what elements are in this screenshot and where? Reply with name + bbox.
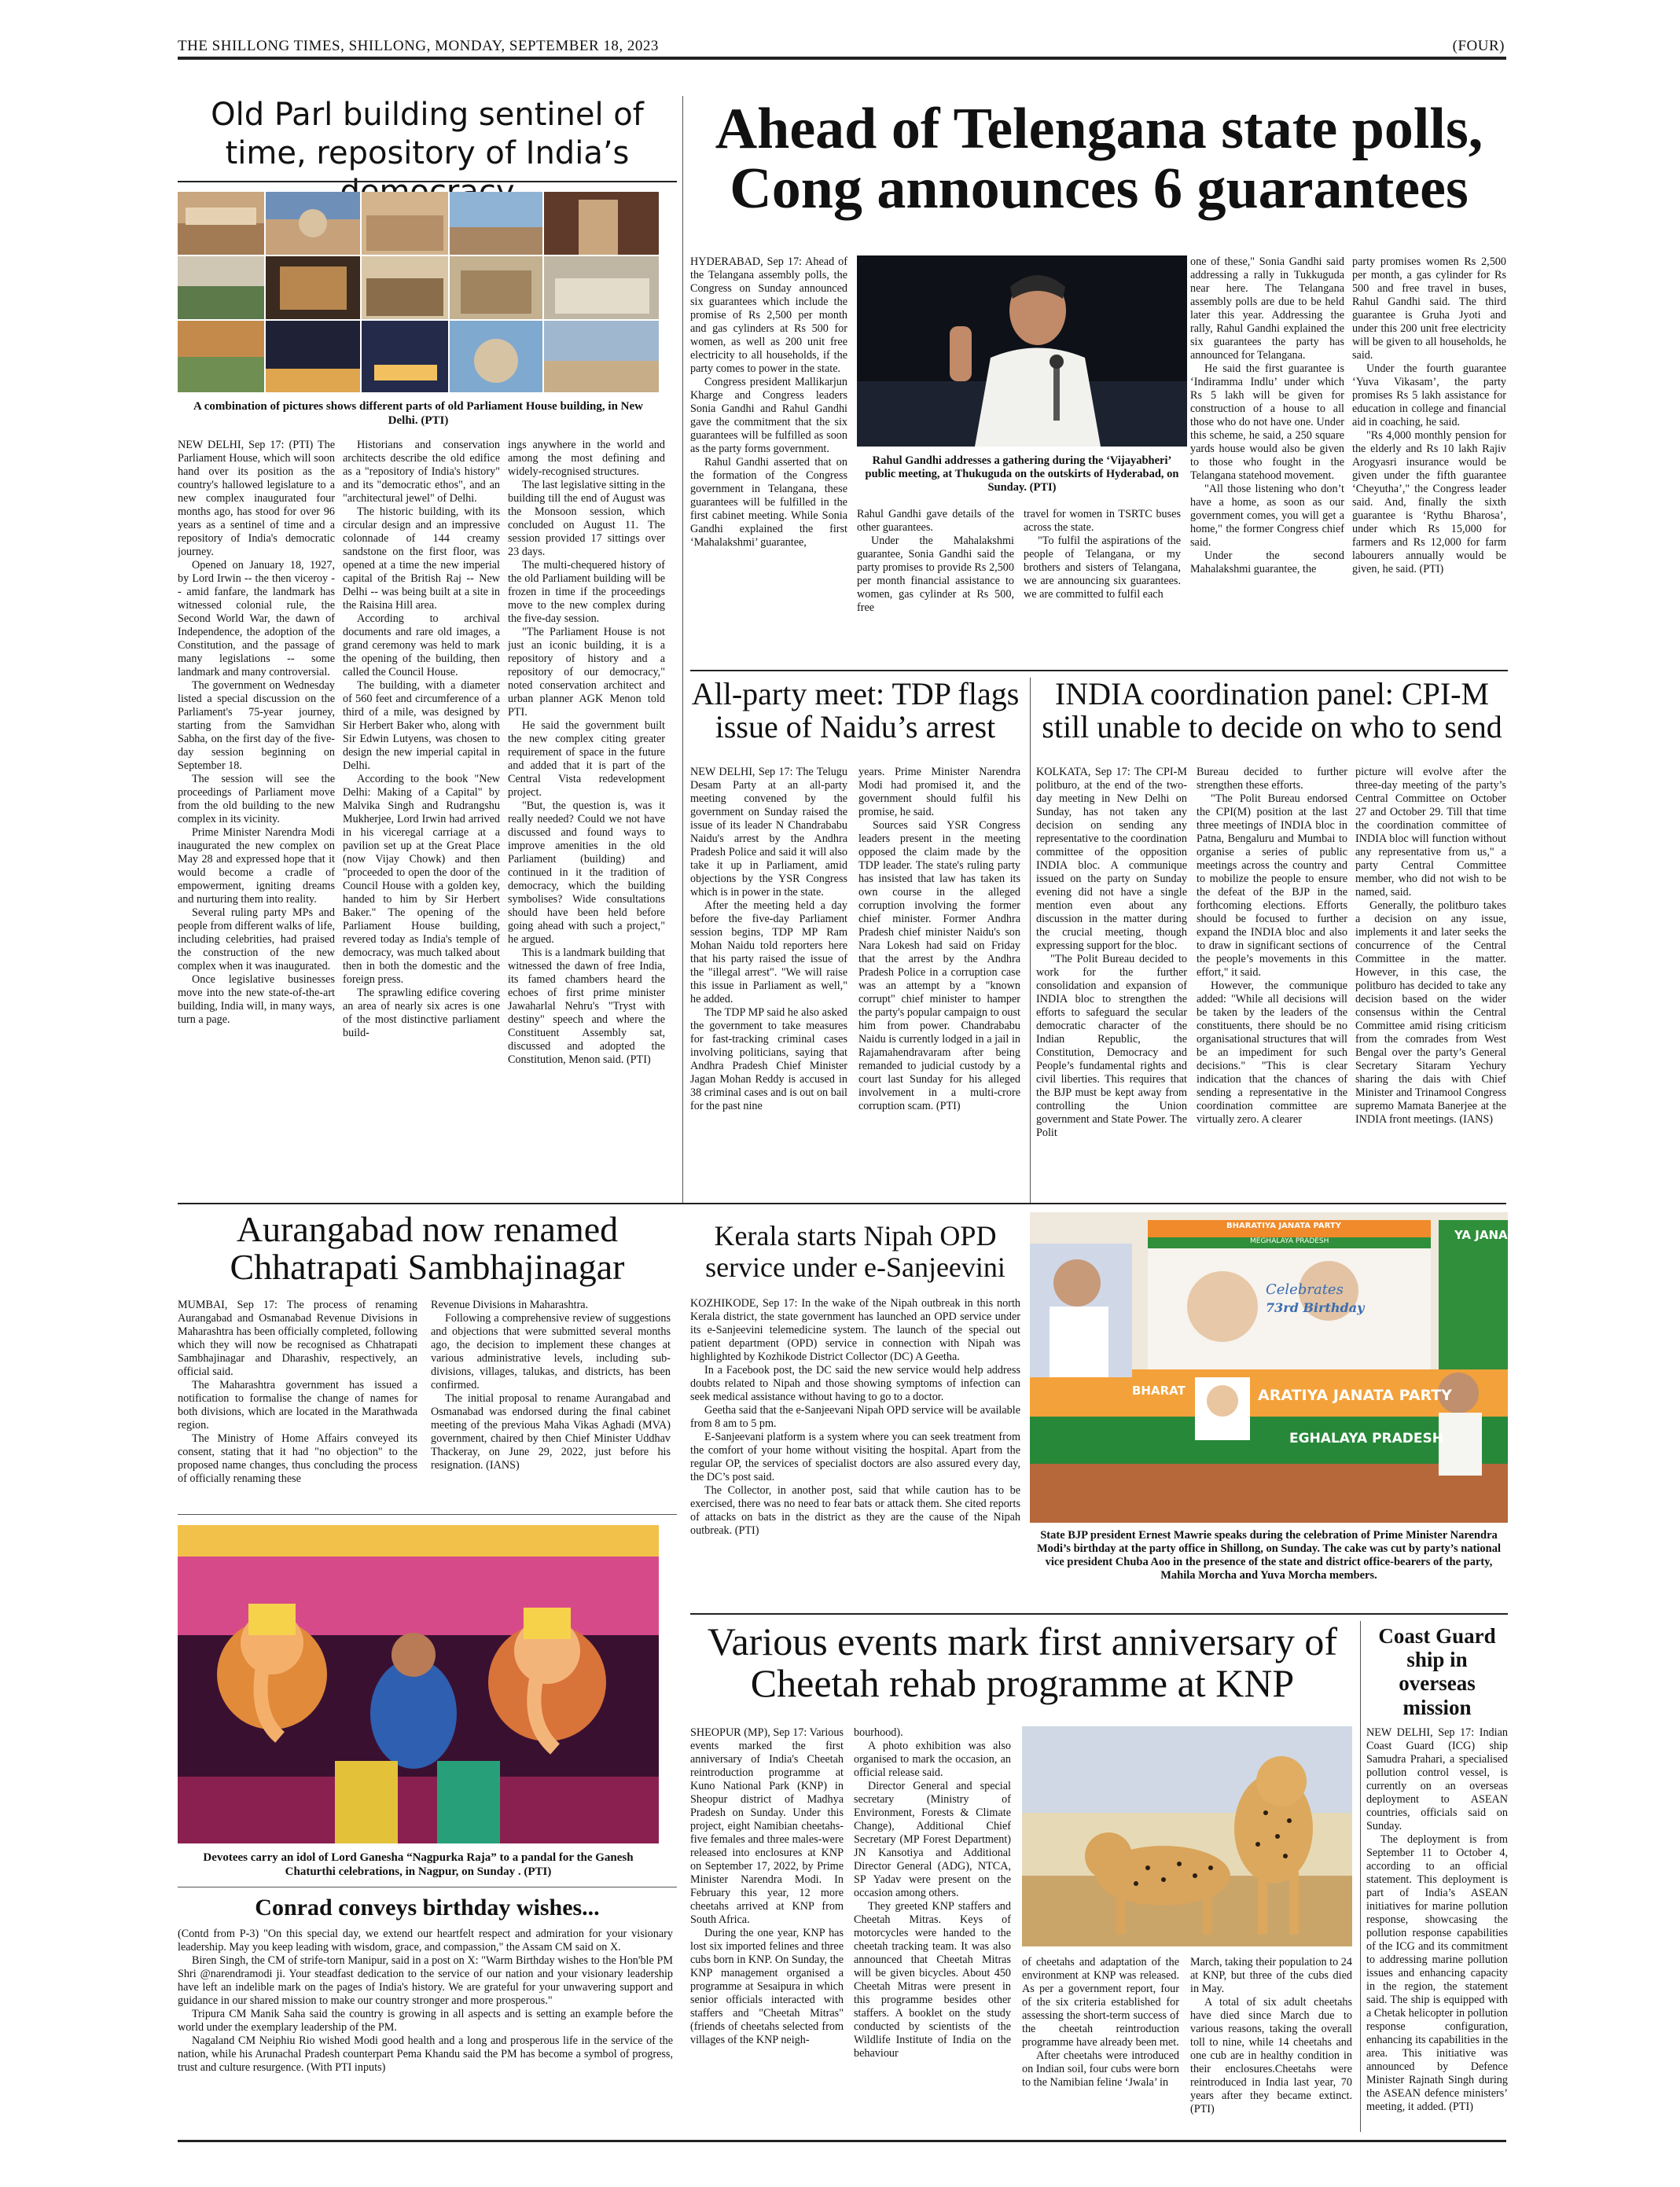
paragraph: This is a landmark building that witnessed the dawn of free India, its famed chambers heard the echoes of first prime minister Jawaharlal Nehru's "Tryst with destiny" speech and where the Constituent Assembly sat, discussed and adopted the Constitution, Menon said. (PTI) (508, 946, 665, 1066)
paragraph: The sprawling edifice covering an area of nearly six acres is one of the most distinctive parliament build- (343, 987, 500, 1039)
paragraph: During the one year, KNP has lost six imported felines and three cubs born in KNP. On Sunday, the KNP management organised a programme at Sesaipura in which senior officials interacted with staffers and "Cheetah Mitras" (friends of cheetahs selected from villages of the KNP neigh- (690, 1927, 844, 2046)
paragraph: The historic building, with its circular design and an impressive colonnade of 144 creamy sandstone on the first floor, was opened at a time the new imperial capital of the British Raj -- New Delhi -- was being built at a site in the Raisina Hill area. (343, 505, 500, 612)
paragraph: one of these," Sonia Gandhi said addressing a rally in Tukkuguda near here. The Telangana assembly polls are due to be held later this year. Addressing the rally, Rahul Gandhi explained the six guarantees the party has announced for Telangana. (1190, 255, 1344, 362)
kerala-body (690, 1297, 1020, 1621)
paragraph: They greeted KNP staffers and Cheetah Mitras. Keys of motorcycles were handed to the cheetah tracking team. It was also announced that Cheetah Mitras will be given bicycles. About 450 Cheetah Mitras were present in this programme besides other staffers. A booklet on the study conducted by scientists of the Wildlife Institute of India on the behaviour (854, 1900, 1011, 2060)
paragraph: ings anywhere in the world and among the most defining and widely-recognised structures. (508, 439, 665, 478)
divider (690, 1613, 1508, 1615)
paragraph: The Ministry of Home Affairs conveyed its consent, stating that it had "no objection" to the proposed name changes, thus concluding the process of officially renaming these (178, 1432, 417, 1485)
paragraph: Under the fourth guarantee ‘Yuva Vikasam’, the party promises Rs 5 lakh assistance for education in college and financial aid in coaching, he said. (1352, 362, 1506, 428)
paragraph: Bureau decided to further strengthen these efforts. (1197, 766, 1347, 792)
paragraph: The initial proposal to rename Aurangabad and Osmanabad was endorsed during the final cabinet meeting of the previous Maha Vikas Aghadi (MVA) government, chaired by then Chief Minister Uddhav Thackeray, on June 29, 2022, just before his resignation. (IANS) (431, 1392, 671, 1472)
paragraph: bourhood). (854, 1726, 903, 1739)
paragraph: The Collector, in another post, said that while caution has to be exercised, there was no need to fear bats or attack them. She cited reports of attacks on bats in the district as they are the cause of the Nipah outbreak. (PTI) (690, 1484, 1020, 1537)
bjp-banner-bottom: EGHALAYA PRADESH (1289, 1431, 1443, 1446)
paragraph: NEW DELHI, Sep 17: Indian Coast Guard (ICG) ship Samudra Prahari, a specialised pollution control vessel, is currently on an overseas deployment to ASEAN countries, officials said on Sunday. (1366, 1726, 1508, 1832)
paragraph: Generally, the politburo takes a decision on any issue, implements it and later seeks the concurrence of the Central Committee in the matter. However, in this case, the politburo has decided to take any decision based on the wider consensus within the Central Committee amid rising criticism from the comrades from West Bengal over the party’s General Secretary Sitaram Yechury sharing the dais with Chief Minister and Trinamool Congress supremo Mamata Banerjee at the INDIA front meetings. (IANS) (1355, 899, 1506, 1126)
paragraph: The deployment is from September 11 to October 4, according to an official statement. This deployment is part of India’s ASEAN initiatives for marine pollution response, showcasing the pollution response capabilities of the ICG and its commitment to addressing marine pollution issues and enhancing capacity in the region, the statement said. The ship is equipped with a Chetak helicopter in pollution response configuration, enhancing its capabilities in the area. This initiative was announced by Defence Minister Rajnath Singh during the ASEAN defence ministers’ meeting, it added. (PTI) (1366, 1833, 1508, 2113)
paragraph: Geetha said that the e-Sanjeevani Nipah OPD service will be available from 8 am to 5 pm. (690, 1404, 1020, 1430)
paragraph: According to archival documents and rare old images, a grand ceremony was held to mark the opening of the building, then called the Council House. (343, 612, 500, 678)
paragraph: The TDP MP said he also asked the government to take measures for fast-tracking criminal cases involving politicians, saying that Andhra Pradesh Chief Minister Jagan Mohan Reddy is accused in 38 criminal cases and is out on bail for the past nine (690, 1006, 847, 1112)
parl-col-1 (178, 439, 335, 1146)
aurangabad-col-2 (431, 1299, 671, 1511)
paragraph: Following a comprehensive review of suggestions and objections that were submitted several months ago, the decision to implement these changes at various administrative levels, including sub-divisions, villages, talukas, and districts, has been confirmed. (431, 1312, 671, 1391)
ganesha-caption: Devotees carry an idol of Lord Ganesha “Nagpurka Raja” to a pandal for the Ganesh Chaturthi celebrations, in Nagpur, on Sunday . (PTI) (203, 1851, 634, 1878)
paragraph: Director General and special secretary (Ministry of Environment, Forests & Climate Change), Additional Chief Secretary (MP Forest Department) JN Kansotiya and Additional Director General (ADG), NTCA, SP Yadav were present on the occasion among others. (854, 1780, 1011, 1899)
paragraph: "But, the question is, was it really needed? Could we not have discussed and found ways to improve amenities in the old Parliament (building) and continued in it the tradition of democracy, which the building symbolises? Wide consultations should have been held before going ahead with such a project," he argued. (508, 799, 665, 946)
coastguard-headline: Coast Guard ship in overseas mission (1378, 1624, 1496, 1719)
parl-col-2 (343, 439, 500, 1146)
paragraph: E-Sanjeevani platform is a system where you can seek treatment from the comfort of your home without visiting the hospital. Apart from the regular OP, the services of specialist doctors are also assured every day, the DC’s post said. (690, 1431, 1020, 1483)
masthead (178, 38, 1505, 55)
paragraph: A total of six adult cheetahs have died since March due to various reasons, taking the overall toll to nine, while 14 cheetahs and one cub are in healthy condition in their enclosures.Cheetahs were reintroduced in India last year, 70 years after they became extinct. (PTI) (1190, 1996, 1352, 2115)
aurangabad-headline: Aurangabad now renamed Chhatrapati Sambhajinagar (230, 1209, 625, 1288)
masthead-rule (178, 57, 1506, 60)
column-rule (1360, 1621, 1361, 2132)
telangana-col-5 (1352, 255, 1506, 664)
bjp-banner-left: BHARAT (1132, 1384, 1186, 1398)
paragraph: The session will see the proceedings of Parliament move from the old building to the new complex in its vicinity. (178, 773, 335, 825)
paragraph: After the meeting held a day before the five-day Parliament session begins, TDP MP Ram Mohan Naidu told reporters here that his party raised the issue of the "illegal arrest". "We will raise this issue in Parliament as well," he added. (690, 899, 847, 1005)
tdp-col-1 (690, 766, 847, 1195)
paragraph: Tripura CM Manik Saha said the country is growing in all aspects and is setting an example before the world under the exemplary leadership of the PM. (178, 2008, 673, 2034)
bjp-banner-sub: MEGHALAYA PRADESH (1250, 1237, 1329, 1245)
paragraph: Rahul Gandhi asserted that on the formation of the Congress government in Telangana, these guarantees will be fulfilled in the first cabinet meeting. While Sonia Gandhi explained the first ‘Mahalakshmi’ guarantee, (690, 456, 847, 549)
parl-col-3 (508, 439, 665, 1146)
bjp-banner-party: ARATIYA JANATA PARTY (1258, 1387, 1452, 1404)
paragraph: SHEOPUR (MP), Sep 17: Various events marked the first anniversary of India's Cheetah reintroduction programme at Kuno National Park (KNP) in Sheopur district of Madhya Pradesh on Sunday. Under this project, eight Namibian cheetahs-five females and three males-were released into enclosures at KNP on September 17, 2022, by Prime Minister Narendra Modi. In February this year, 12 more cheetahs arrived at KNP from South Africa. (690, 1726, 844, 1926)
bjp-banner-birthday: 73rd Birthday (1266, 1300, 1365, 1315)
paragraph: He said the first guarantee is ‘Indiramma Indlu’ under which Rs 5 lakh will be given for construction of a house to all those who do not have one. Under this scheme, he said, a 250 square yards house would also be given to those who fought in the Telangana statehood movement. (1190, 362, 1344, 482)
rahul-gandhi-photo (857, 255, 1187, 447)
paragraph: MUMBAI, Sep 17: The process of renaming Aurangabad and Osmanabad Revenue Divisions in Maharashtra has been officially completed, following which they will now be recognised as Chhatrapati Sambhajinagar and Dharashiv, respectively, an official said. (178, 1299, 417, 1378)
bjp-birthday-photo (1030, 1212, 1508, 1523)
paragraph: years. Prime Minister Narendra Modi had promised it, and the government should fulfil his promise, he said. (858, 766, 1020, 818)
paragraph: "To fulfil the aspirations of the people of Telangana, or my brothers and sisters of Telangana, we are announcing six guarantees. we are committed to fulfil each (1024, 535, 1181, 601)
paragraph: of cheetahs and adaptation of the environment at KNP was released. As per a government report, four of the six criteria established for assessing the short-term success of the cheetah reintroduction programme have already been met. (1022, 1956, 1179, 2049)
tdp-headline: All-party meet: TDP flags issue of Naidu’s arrest (691, 676, 1020, 744)
paragraph: party promises women Rs 2,500 per month, a gas cylinder for Rs 500 and free travel in buses, Rahul Gandhi said. The third guarantee is Gruha Jyoti and under this 200 unit free electricity will be given to all households, he said. (1352, 255, 1506, 362)
paragraph: Under the Mahalakshmi guarantee, Sonia Gandhi said the party promises to provide Rs 2,500 per month financial assistance to women, gas cylinder at Rs 500, free (857, 535, 1014, 614)
india-headline: INDIA coordination panel: CPI-M still unable to decide on who to send (1042, 676, 1502, 744)
paragraph: Opened on January 18, 1927, by Lord Irwin -- the then viceroy -- amid fanfare, the landmark has witnessed colonial rule, the Second World War, the dawn of Independence, the adoption of the Constitution, and the passage of many legislations -- some landmark and many controversial. (178, 559, 335, 678)
bjp-banner-top: BHARATIYA JANATA PARTY (1226, 1222, 1341, 1230)
telangana-col-3 (1024, 508, 1181, 665)
cheetah-headline: Various events mark first anniversary of Cheetah rehab programme at KNP (707, 1619, 1338, 1705)
conrad-headline: Conrad conveys birthday wishes... (255, 1895, 600, 1921)
rahul-caption: Rahul Gandhi addresses a gathering during the ‘Vijayabheri’ public meeting, at Thukuguda on the outskirts of Hyderabad, on Sunday. (PTI) (865, 454, 1179, 494)
kerala-headline: Kerala starts Nipah OPD service under e-Sanjeevini (705, 1220, 1005, 1284)
paragraph: Biren Singh, the CM of strife-torn Manipur, said in a post on X: "Warm Birthday wishes to the Hon'ble PM Shri @narendramodi ji. Your steadfast dedication to the service of our nation and your visionary leadership have left an indelible mark on the pages of India's history. We are grateful for your unwavering support and guidance in our shared mission to make our country stronger and more prosperous." (178, 1954, 673, 2007)
paragraph: In a Facebook post, the DC said the new service would help address doubts related to Nipah and those showing symptoms of infection can seek medical assistance without having to go to a doctor. (690, 1364, 1020, 1403)
paragraph: Rahul Gandhi gave details of the other guarantees. (857, 508, 1014, 534)
paragraph: However, the communique added: "While all decisions will be taken by the leaders of the constituents, there should be no organisational structures that will be an impediment for such decisions." "This is clear indication that the chances of sending a representative in the coordination committee are virtually zero. A clearer (1197, 980, 1347, 1126)
paragraph: The Maharashtra government has issued a notification to formalise the change of names for both divisions, which are located in the Marathwada region. (178, 1379, 417, 1432)
telangana-col-4 (1190, 255, 1344, 664)
paragraph: Under the second Mahalakshmi guarantee, the (1190, 550, 1344, 575)
paragraph: Once legislative businesses move into the new state-of-the-art building, India will, in many ways, turn a page. (178, 973, 335, 1026)
footer-rule (178, 2140, 1506, 2142)
paragraph: Historians and conservation architects describe the old edifice as a "repository of India's history" and its "democratic ethos", and an "architectural jewel" of Delhi. (343, 439, 500, 505)
divider (690, 670, 1508, 671)
cheetah-col-2 (854, 1726, 1011, 2135)
column-rule (682, 96, 683, 1203)
tdp-col-2 (858, 766, 1020, 1195)
india-col-3 (1355, 766, 1506, 1195)
paragraph: "The Polit Bureau decided to work for the further consolidation and expansion of INDIA bloc to strengthen the efforts to safeguard the secular democratic character of the Indian Republic, the Constitution, Democracy and People’s fundamental rights and civil liberties. This requires that the BJP must be kept away from controlling the Union government and State Power. The Polit (1036, 953, 1187, 1139)
bjp-caption: State BJP president Ernest Mawrie speaks during the celebration of Prime Minister Narendra Modi’s birthday at the party office in Shillong, on Sunday. The cake was cut by party’s national vice president Chuba Aoo in the presence of the state and district office-bearers of the party, Mahila Morcha and Yuva Morcha members. (1036, 1529, 1501, 1582)
cheetah-col-4 (1190, 1956, 1352, 2135)
conrad-body (178, 1928, 673, 2132)
paragraph: KOZHIKODE, Sep 17: In the wake of the Nipah outbreak in this north Kerala district, the state government has launched an OPD service under its e-Sanjeevini telemedicine system. The launch of the special out patient department (OPD) service in connection with Nipah was highlighted by Kozhikode District Collector (DC) A Geetha. (690, 1297, 1020, 1363)
paragraph: Congress president Mallikarjun Kharge and Congress leaders Sonia Gandhi and Rahul Gandhi gave the commitment that the six guarantees will be fulfilled as soon as the party forms government. (690, 376, 847, 455)
paragraph: travel for women in TSRTC buses across the state. (1024, 508, 1181, 534)
divider (178, 1514, 677, 1515)
divider (178, 181, 677, 182)
paragraph: March, taking their population to 24 at KNP, but three of the cubs died in May. (1190, 1956, 1352, 1995)
bjp-banner-celebrates: Celebrates (1266, 1281, 1344, 1298)
paragraph: The multi-chequered history of the old Parliament building will be frozen in time if the proceedings move to the new complex during the five-day session. (508, 559, 665, 625)
india-col-1 (1036, 766, 1187, 1195)
parl-photo-collage (178, 192, 659, 392)
paragraph: Several ruling party MPs and people from different walks of life, including celebrities, had praised the construction of the new complex when it was inaugurated. (178, 906, 335, 972)
paragraph: Revenue Divisions in Maharashtra. (431, 1299, 589, 1311)
paragraph: Prime Minister Narendra Modi inaugurated the new complex on May 28 and expressed hope that it would become a cradle of empowerment, igniting dreams and nurturing them into reality. (178, 826, 335, 906)
ganesha-photo (178, 1525, 659, 1843)
cheetah-col-1 (690, 1726, 844, 2135)
telangana-col-1 (690, 255, 847, 664)
bjp-banner-right: YA JANA (1454, 1228, 1508, 1242)
paragraph: The building, with a diameter of 560 feet and circumference of a third of a mile, was designed by Sir Herbert Baker who, along with Sir Edwin Lutyens, was chosen to design the new imperial capital in Delhi. (343, 679, 500, 772)
paragraph: KOLKATA, Sep 17: The CPI-M politburo, at the end of the two-day meeting in New Delhi on Sunday, has not taken any decision on sending any representative to the coordination committee of the opposition INDIA bloc. A communique issued on the party on Sunday evening did not have a single mention even about any discussion in the matter during the crucial meeting, though expressing support for the bloc. (1036, 766, 1187, 952)
paragraph: A photo exhibition was also organised to mark the occasion, an official release said. (854, 1740, 1011, 1779)
cheetah-photo (1022, 1726, 1352, 1946)
paragraph: According to the book "New Delhi: Making of a Capital" by Malvika Singh and Rudrangshu Mukherjee, Lord Irwin had arrived in his viceregal carriage at a pavilion set up at the Great Place (now Vijay Chowk) and then "proceeded to open the door of the Council House with a golden key, handed to him by Sir Herbert Baker." The opening of the Parliament House building, revered today as India's temple of democracy, was much talked about then in both the domestic and the foreign press. (343, 773, 500, 986)
paragraph: picture will evolve after the three-day meeting of the party’s Central Committee on October 27 and October 29. Till that time the coordination committee of INDIA bloc will function without any representative from us," a party Central Committee member, who did not wish to be named, said. (1355, 766, 1506, 899)
aurangabad-col-1 (178, 1299, 417, 1511)
masthead-left: THE SHILLONG TIMES, SHILLONG, MONDAY, SEPTEMBER 18, 2023 (178, 38, 659, 54)
india-col-2 (1197, 766, 1347, 1195)
divider (178, 1203, 1506, 1204)
paragraph: The government on Wednesday listed a special discussion on the Parliament's 75-year journey, starting from the Samvidhan Sabha, on the first day of the five-day session beginning on September 18. (178, 679, 335, 772)
parl-headline: Old Parl building sentinel of time, repository of India’s (211, 97, 644, 171)
column-rule (1030, 678, 1031, 1203)
paragraph: (Contd from P-3) "On this special day, we extend our heartfelt respect and admiration for your visionary leadership. May you keep leading with wisdom, grace, and compassion," the Assam CM said on X. (178, 1928, 673, 1954)
paragraph: After cheetahs were introduced on Indian soil, four cubs were born to the Namibian feline ‘Jwala’ in (1022, 2049, 1179, 2089)
paragraph: HYDERABAD, Sep 17: Ahead of the Telangana assembly polls, the Congress on Sunday announced six guarantees which include the promise of Rs 2,500 per month and gas cylinders at Rs 500 for women, as well as 200 unit free electricity to all households, if the party comes to power in the state. (690, 255, 847, 375)
paragraph: "The Parliament House is not just an iconic building, it is a repository of history and a repository of our democracy," noted conservation architect and urban planner AGK Menon told PTI. (508, 626, 665, 719)
paragraph: "All those listening who don’t have a home, as soon as our government comes, you will get a home," the former Congress chief said. (1190, 483, 1344, 549)
paragraph: "The Polit Bureau endorsed the CPI(M) position at the last three meetings of INDIA bloc in Patna, Bengaluru and Mumbai to organise a series of public meetings across the country and to mobilize the people to ensure the defeat of the BJP in the forthcoming elections. Efforts should be focused to further expand the INDIA bloc and also to draw in significant sections of the people’s movements in this effort," it said. (1197, 792, 1347, 979)
coastguard-body (1366, 1726, 1508, 2135)
paragraph: "Rs 4,000 monthly pension for the elderly and Rs 10 lakh Rajiv Arogyasri insurance would be given under the fifth guarantee ‘Cheyutha’," the Congress leader said. And, finally the sixth guarantee is ‘Rythu Bharosa’, under which Rs 15,000 for farmers and Rs 12,000 for farm labourers annually would be given, he said. (PTI) (1352, 429, 1506, 575)
paragraph: Nagaland CM Neiphiu Rio wished Modi good health and a long and prosperous life in the service of the nation, while his Arunachal Pradesh counterpart Pema Khandu said the PM has become a symbol of progress, trust and culture resurgence. (With PTI inputs) (178, 2034, 673, 2074)
telangana-col-2 (857, 508, 1014, 665)
paragraph: Sources said YSR Congress leaders present in the meeting opposed the claim made by the TDP leader. The state's ruling party has insisted that law has taken its own course in the alleged corruption involving the former chief minister. Former Andhra Pradesh chief minister Naidu's son Nara Lokesh had said on Friday that the arrest by the Andhra Pradesh Police in a corruption case was an attempt by a "known corrupt" chief minister to hamper the party's popular campaign to oust him from power. Chandrababu Naidu is currently lodged in a jail in Rajamahendravaram after being remanded to judicial custody by a court last Sunday for his alleged involvement in a multi-crore corruption scam. (PTI) (858, 819, 1020, 1112)
page-number: (FOUR) (1452, 38, 1505, 54)
paragraph: He said the government built the new complex citing greater requirement of space in the future and added that it is part of the Central Vista redevelopment project. (508, 719, 665, 799)
paragraph: NEW DELHI, Sep 17: (PTI) The Parliament House, which will soon hand over its position as the country's hallowed legislature to a new complex inaugurated four months ago, has stood for over 96 years as a sentinel of time and a repository of India's democratic journey. (178, 439, 335, 558)
parl-caption: A combination of pictures shows different parts of old Parliament House building, in New Delhi. (PTI) (193, 400, 643, 427)
cheetah-col-3 (1022, 1956, 1179, 2135)
paragraph: NEW DELHI, Sep 17: The Telugu Desam Party at an all-party meeting convened by the government on Sunday raised the issue of its leader N Chandrababu Naidu's arrest by the Andhra Pradesh Police and said it will also take it up in Parliament, amid objections by the YSR Congress which is in power in the state. (690, 766, 847, 899)
telangana-headline: Ahead of Telengana state polls, Cong announces 6 guarantees (715, 97, 1483, 222)
paragraph: The last legislative sitting in the building till the end of August was the Monsoon session, which concluded on August 11. The session provided 17 sittings over 23 days. (508, 479, 665, 558)
